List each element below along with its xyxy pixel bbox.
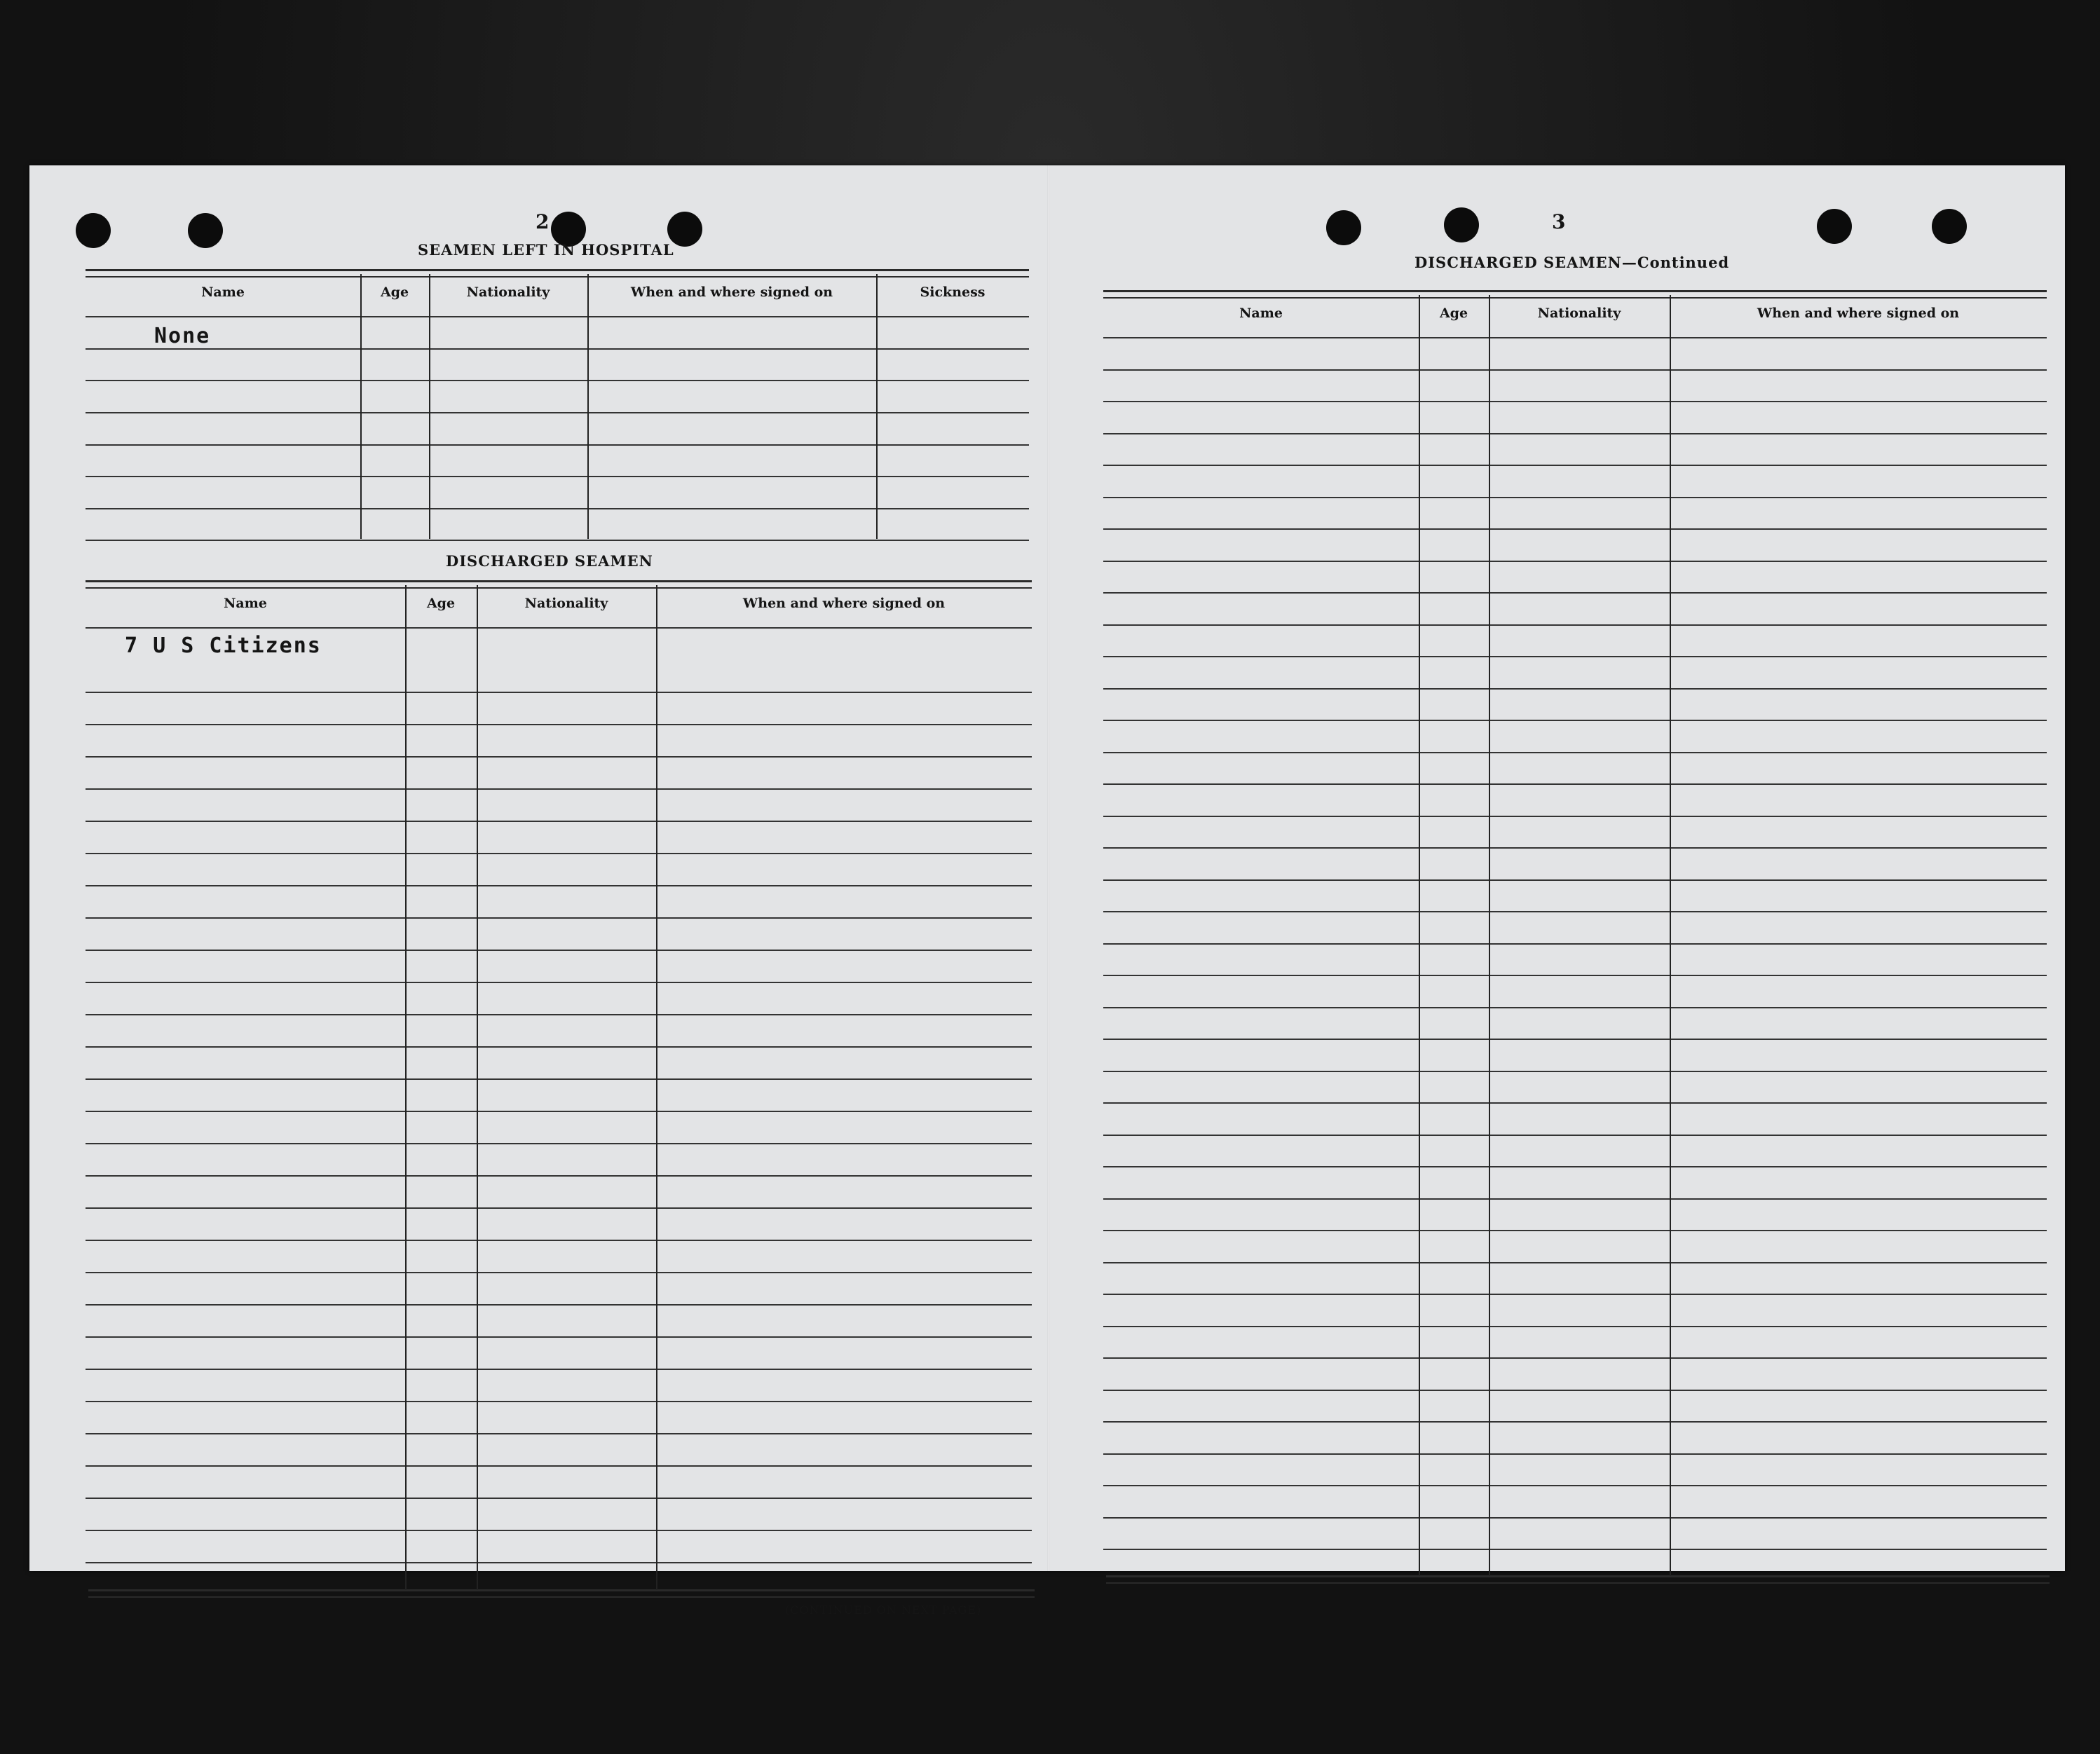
row-rule <box>1103 1485 2047 1486</box>
table-bottom-rule <box>1106 1575 2050 1584</box>
row-rule <box>1103 1549 2047 1550</box>
punch-hole <box>188 213 223 248</box>
row-rule <box>1103 1517 2047 1519</box>
discharged-entry-name: 7 U S Citizens <box>125 633 322 658</box>
row-rule <box>1103 1198 2047 1200</box>
row-rule <box>1103 1166 2047 1167</box>
continued-col-name: Name <box>1239 306 1283 321</box>
table-top-rule <box>86 269 1029 278</box>
row-rule <box>86 821 1032 822</box>
row-rule <box>1103 879 2047 881</box>
column-divider <box>360 274 362 539</box>
row-rule <box>86 444 1029 446</box>
table-top-rule <box>86 580 1032 589</box>
row-rule <box>86 1111 1032 1112</box>
hospital-col-sickness: Sickness <box>920 285 986 300</box>
row-rule <box>86 1465 1032 1467</box>
discharged-col-age: Age <box>426 596 456 611</box>
row-rule <box>86 412 1029 413</box>
row-rule <box>1103 1007 2047 1008</box>
row-rule <box>1103 1039 2047 1040</box>
discharged-col-signed-on: When and where signed on <box>742 596 946 611</box>
hospital-col-signed-on: When and where signed on <box>630 285 833 300</box>
row-rule <box>86 1530 1032 1531</box>
hospital-col-nationality: Nationality <box>466 285 550 300</box>
continued-col-age: Age <box>1439 306 1468 321</box>
row-rule <box>1103 656 2047 657</box>
row-rule <box>1103 1230 2047 1231</box>
row-rule <box>1103 752 2047 753</box>
row-rule <box>1103 1453 2047 1455</box>
row-rule <box>1103 592 2047 594</box>
column-divider <box>1419 295 1420 1576</box>
row-rule <box>1103 911 2047 912</box>
discharged-col-nationality: Nationality <box>524 596 608 611</box>
column-divider <box>405 585 407 1590</box>
table-bottom-rule <box>88 1589 1035 1598</box>
table-top-rule <box>1103 290 2047 299</box>
row-rule <box>86 917 1032 919</box>
row-rule <box>86 476 1029 477</box>
row-rule <box>86 508 1029 509</box>
punch-hole <box>1932 209 1967 244</box>
hospital-col-name: Name <box>201 285 245 300</box>
form-sheet <box>29 165 2065 1617</box>
row-rule <box>1103 783 2047 785</box>
row-rule <box>1103 1357 2047 1359</box>
row-rule <box>1103 1326 2047 1327</box>
center-fold <box>1047 165 1049 1571</box>
row-rule <box>1103 497 2047 498</box>
row-rule <box>86 1336 1032 1338</box>
column-divider <box>429 274 430 539</box>
row-rule <box>86 1401 1032 1402</box>
row-rule <box>1103 433 2047 434</box>
row-rule <box>1103 1071 2047 1072</box>
continued-note: (CONTINUED ON NEXT PAGE) <box>785 1603 982 1617</box>
row-rule <box>86 540 1029 541</box>
row-rule <box>86 1369 1032 1370</box>
row-rule <box>86 853 1032 854</box>
row-rule <box>86 1272 1032 1273</box>
row-rule <box>1103 528 2047 530</box>
row-rule <box>1103 465 2047 466</box>
row-rule <box>1103 624 2047 626</box>
row-rule <box>86 1433 1032 1434</box>
column-divider <box>1670 295 1671 1576</box>
discharged-section-title: DISCHARGED SEAMEN <box>446 552 653 570</box>
row-rule <box>86 1175 1032 1177</box>
punch-hole <box>1326 210 1361 245</box>
row-rule <box>86 756 1032 758</box>
row-rule <box>1103 401 2047 402</box>
hospital-section-title: SEAMEN LEFT IN HOSPITAL <box>418 241 674 259</box>
row-rule <box>1103 1102 2047 1104</box>
row-rule <box>86 1078 1032 1080</box>
continued-col-signed-on: When and where signed on <box>1757 306 1960 321</box>
row-rule <box>86 788 1032 790</box>
right-page-number: 3 <box>1552 210 1566 233</box>
row-rule <box>86 885 1032 886</box>
row-rule <box>86 1207 1032 1209</box>
row-rule <box>86 982 1032 983</box>
row-rule <box>86 1240 1032 1241</box>
row-rule <box>1103 1390 2047 1391</box>
row-rule <box>86 316 1029 317</box>
punch-hole <box>76 213 111 248</box>
row-rule <box>86 348 1029 350</box>
row-rule <box>1103 975 2047 976</box>
row-rule <box>1103 561 2047 562</box>
row-rule <box>86 1498 1032 1499</box>
row-rule <box>1103 1294 2047 1295</box>
row-rule <box>86 724 1032 725</box>
row-rule <box>86 1562 1032 1563</box>
row-rule <box>1103 943 2047 945</box>
punch-hole <box>1444 207 1479 242</box>
row-rule <box>1103 1262 2047 1263</box>
column-divider <box>876 274 878 539</box>
row-rule <box>86 1046 1032 1048</box>
left-page-number: 2 <box>536 210 550 233</box>
row-rule <box>86 1143 1032 1144</box>
column-divider <box>1489 295 1490 1576</box>
row-rule <box>86 950 1032 951</box>
row-rule <box>86 692 1032 693</box>
column-divider <box>477 585 478 1590</box>
row-rule <box>1103 847 2047 849</box>
row-rule <box>86 380 1029 381</box>
column-divider <box>587 274 589 539</box>
row-rule <box>1103 816 2047 817</box>
row-rule <box>1103 688 2047 690</box>
row-rule <box>1103 1421 2047 1423</box>
row-rule <box>1103 720 2047 721</box>
row-rule <box>86 1014 1032 1015</box>
continued-col-nationality: Nationality <box>1537 306 1621 321</box>
row-rule <box>1103 1135 2047 1136</box>
hospital-entry-name: None <box>154 324 211 348</box>
punch-hole <box>1817 209 1852 244</box>
row-rule <box>1103 369 2047 371</box>
column-divider <box>656 585 657 1590</box>
row-rule <box>1103 337 2047 338</box>
discharged-col-name: Name <box>224 596 267 611</box>
row-rule <box>86 627 1032 629</box>
hospital-col-age: Age <box>380 285 409 300</box>
row-rule <box>86 1304 1032 1306</box>
discharged-continued-title: DISCHARGED SEAMEN—Continued <box>1414 254 1730 271</box>
